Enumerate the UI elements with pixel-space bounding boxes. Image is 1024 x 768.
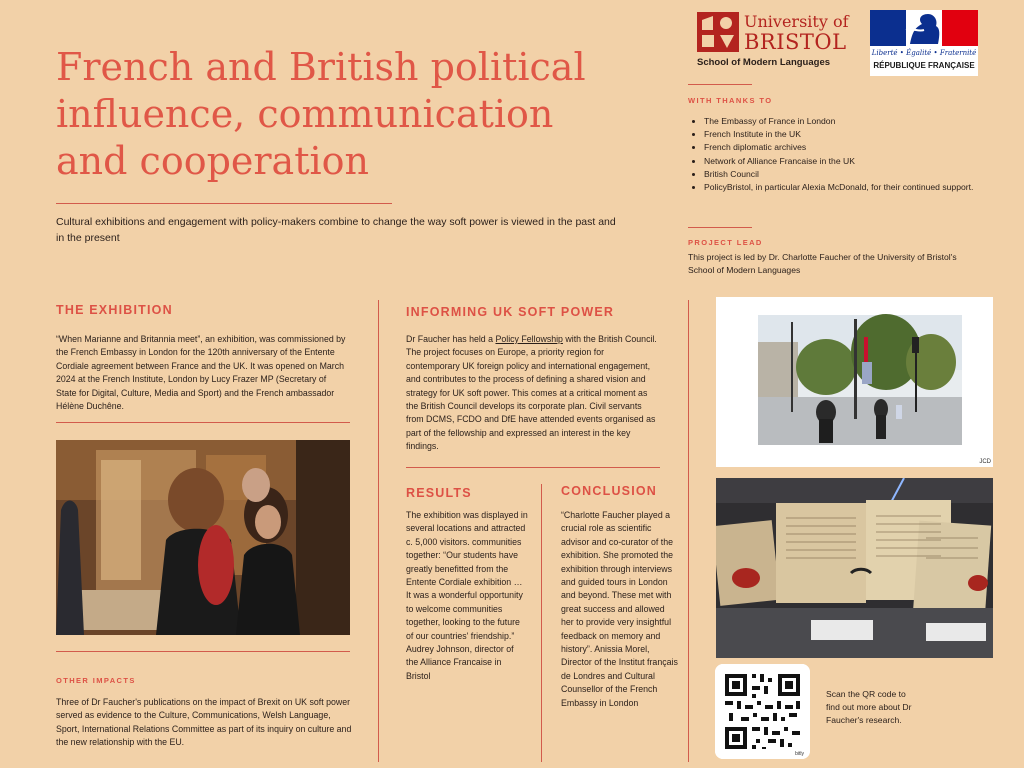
- other-impacts-text: Three of Dr Faucher's publications on the impact of Brexit on UK soft power served as evidence to the Culture, Communications, Welsh Language, Sport, International Relations Committee as part of its inquiry on culture and the new relationship with the EU.: [56, 697, 352, 748]
- thanks-heading: WITH THANKS TO: [688, 96, 773, 105]
- bristol-logo: [697, 10, 849, 72]
- street-banners-photo: [716, 297, 993, 467]
- marianne-icon: [904, 10, 944, 46]
- exhibition-text: “When Marianne and Britannia meet”, an exhibition, was commissioned by the French Embassy in London for the 120th anniversary of the Entente Cordiale agreement between France and the UK. It was opened on March 2024 at the French Institute, London by Lucy Frazer MP (Secretary of State for Digital, Culture, Media and Sport) and the French ambassador Hélène Duchêne.: [56, 334, 346, 412]
- photo-credit: JCD: [979, 459, 991, 465]
- list-item: • Network of Alliance Francaise in the UK: [704, 155, 984, 168]
- archive-documents-photo-image: [716, 478, 993, 658]
- title-line-2: influence, communication: [56, 92, 554, 136]
- university-line2: BRISTOL: [744, 30, 847, 54]
- republic-name: RÉPUBLIQUE FRANÇAISE: [873, 61, 975, 70]
- list-item: • French Institute in the UK: [704, 128, 984, 141]
- exhibition-opening-photo: [56, 440, 350, 635]
- project-lead-text: This project is led by Dr. Charlotte Faucher of the University of Bristol's School of Modern Languages: [688, 252, 957, 276]
- other-impacts-heading: OTHER IMPACTS: [56, 676, 136, 685]
- poster-subtitle: Cultural exhibitions and engagement with policy-makers combine to change the way soft power is viewed in the past and in the present: [56, 216, 616, 244]
- bristol-crest-icon: [697, 12, 739, 52]
- thanks-list: [690, 115, 984, 194]
- soft-power-rule: [406, 467, 660, 468]
- title-line-1: French and British political: [56, 45, 586, 89]
- republique-francaise-logo: [870, 10, 978, 76]
- exhibition-heading: THE EXHIBITION: [56, 303, 173, 317]
- column-divider-right: [688, 300, 689, 762]
- flag-red-band: [942, 10, 978, 46]
- results-text: The exhibition was displayed in several locations and attracted c. 5,000 visitors. communities together: “Our students have greatly benefitted from the Entente Cordiale exhibition … It was a wonderful opportunity to welcome communities together, looking to the future of our countries' friendship.” Audrey Johnson, director of the Alliance Francaise in Bristol: [406, 510, 528, 681]
- soft-power-text: [406, 333, 658, 454]
- qr-code[interactable]: [715, 664, 810, 759]
- list-item: • PolicyBristol, in particular Alexia McDonald, for their continued support.: [704, 181, 984, 194]
- policy-fellowship-link[interactable]: Policy Fellowship: [495, 334, 563, 344]
- republic-motto: Liberté • Égalité • Fraternité: [871, 49, 977, 57]
- qr-caption: Scan the QR code to find out more about Dr Faucher's research.: [826, 689, 912, 725]
- archive-documents-photo: [716, 478, 993, 658]
- exhibition-opening-photo-image: [56, 440, 350, 635]
- exhibition-rule: [56, 422, 350, 423]
- title-underline: [56, 203, 392, 204]
- list-item: • The Embassy of France in London: [704, 115, 984, 128]
- street-banners-photo-image: [716, 297, 993, 467]
- poster-title: [56, 44, 656, 185]
- list-item: • British Council: [704, 168, 984, 181]
- conclusion-text: “Charlotte Faucher played a crucial role as scientific advisor and co-curator of the exhibition. She promoted the exhibition through interviews and guided tours in London and beyond. These met with great success and allowed her to provide very insightful feedback on memory and history”. Anissia Morel, Director of the Institut français de Londres and Cultural Counsellor of the French Embassy in London: [561, 510, 678, 708]
- flag-blue-band: [870, 10, 906, 46]
- thanks-top-rule: [688, 84, 752, 85]
- project-lead-heading: PROJECT LEAD: [688, 238, 763, 247]
- soft-power-heading: INFORMING UK SOFT POWER: [406, 305, 615, 319]
- university-line1: University of: [744, 12, 849, 31]
- conclusion-heading: CONCLUSION: [561, 484, 658, 498]
- school-name: School of Modern Languages: [697, 57, 831, 68]
- title-line-3: and cooperation: [56, 139, 369, 183]
- list-item: • French diplomatic archives: [704, 141, 984, 154]
- results-heading: RESULTS: [406, 486, 472, 500]
- column-divider-left: [378, 300, 379, 762]
- soft-power-text-end: with the British Council. The project focuses on Europe, a priority region for contemporary UK foreign policy and international engagement, and contributes to the process of defining a shared vision and strategy for UK soft power. This comes at a critical moment as the British Council develops its corporate plan. Civil servants from DCMS, FCDO and DfE have attended events organised as part of the fellowship and expressed an interest in the key findings.: [406, 334, 657, 452]
- qr-code-icon: [715, 664, 810, 759]
- project-lead-rule: [688, 227, 752, 228]
- photo-bottom-rule: [56, 651, 350, 652]
- soft-power-text-start: Dr Faucher has held a: [406, 334, 496, 344]
- qr-tag: bitly: [795, 751, 804, 757]
- results-conclusion-divider: [541, 484, 542, 762]
